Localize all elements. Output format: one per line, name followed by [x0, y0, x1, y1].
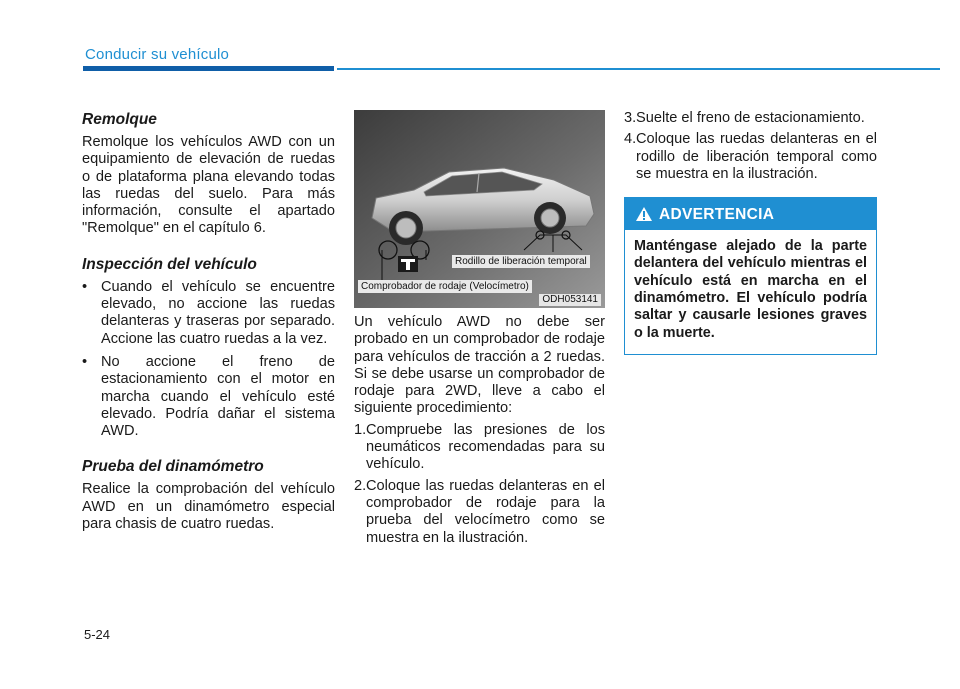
step-text-content: Compruebe las presiones de los neumáticos recomendadas para su vehículo. — [366, 421, 605, 473]
middle-steps — [354, 422, 605, 547]
step-text-content: Suelte el freno de estacionamiento. — [636, 110, 865, 126]
towing-body: Remolque los vehículos AWD con un equipamiento de elevación de ruedas o de plataforma plana elevando todas las ruedas del suelo. Para más información, consulte el apartado "Remolque" en el capítulo 6. — [82, 134, 335, 237]
middle-body: Un vehículo AWD no debe ser probado en un comprobador de rodaje para vehículos de tracción a 2 ruedas. Si se debe usarse un comprobador de rodaje para 2WD, lleve a cabo el siguiente procedimiento: — [354, 314, 605, 417]
page-number: 5-24 — [84, 627, 111, 642]
step-text — [354, 422, 605, 474]
warning-header — [625, 198, 876, 230]
step-text — [354, 478, 605, 547]
right-steps — [624, 110, 877, 183]
header-bar-dark — [83, 66, 334, 71]
step-number: 4. — [624, 131, 637, 148]
warning-body: Manténgase alejado de la parte delantera del vehículo mientras el vehículo está en marcha en el dinamómetro. El vehículo podría saltar y causarle lesiones graves o la muerte. — [634, 238, 867, 341]
towing-heading: Remolque — [82, 111, 157, 128]
step-number: 3. — [624, 110, 637, 126]
left-column — [82, 110, 335, 533]
tester-label: Comprobador de rodaje (Velocímetro) — [358, 280, 532, 293]
step-text-content: Coloque las ruedas delanteras en el comprobador de rodaje para la prueba del velocímetro como se muestra en la ilustración. — [366, 477, 605, 546]
bullet-icon: • — [82, 353, 88, 370]
header-bar-light — [337, 68, 940, 70]
step-text — [624, 110, 877, 127]
right-column — [624, 110, 877, 355]
inspection-heading: Inspección del vehículo — [82, 255, 257, 273]
list-item-text: No accione el freno de estacionamiento con el motor en marcha cuando el vehículo esté elevado. Podría dañar el sistema AWD. — [101, 353, 335, 440]
figure-code: ODH053141 — [539, 294, 601, 306]
step-number: 2. — [354, 477, 367, 494]
step-text — [624, 131, 877, 183]
bullet-icon: • — [82, 278, 88, 295]
middle-column — [354, 110, 605, 551]
list-item — [354, 422, 605, 474]
step-text-content: Coloque las ruedas delanteras en el rodillo de liberación temporal como se muestra en la ilustración. — [636, 131, 877, 182]
warning-triangle-icon — [635, 206, 653, 222]
dyno-illustration — [354, 110, 605, 308]
warning-title: ADVERTENCIA — [659, 205, 775, 223]
dyno-heading: Prueba del dinamómetro — [82, 458, 264, 476]
list-item — [82, 279, 335, 348]
inspection-list — [82, 279, 335, 441]
list-item — [624, 131, 877, 183]
dyno-body: Realice la comprobación del vehículo AWD en un dinamómetro especial para chasis de cuatro ruedas. — [82, 481, 335, 533]
list-item — [82, 354, 335, 440]
roller-label: Rodillo de liberación temporal — [452, 255, 590, 268]
step-number: 1. — [354, 421, 367, 438]
section-title: Conducir su vehículo — [85, 46, 230, 63]
warning-box — [624, 197, 877, 355]
list-item-text: Cuando el vehículo se encuentre elevado, no accione las ruedas delanteras y traseras por separado. Accione las cuatro ruedas a la vez. — [101, 278, 335, 347]
list-item — [624, 110, 877, 127]
list-item — [354, 478, 605, 547]
car-on-dyno-image — [354, 110, 605, 308]
